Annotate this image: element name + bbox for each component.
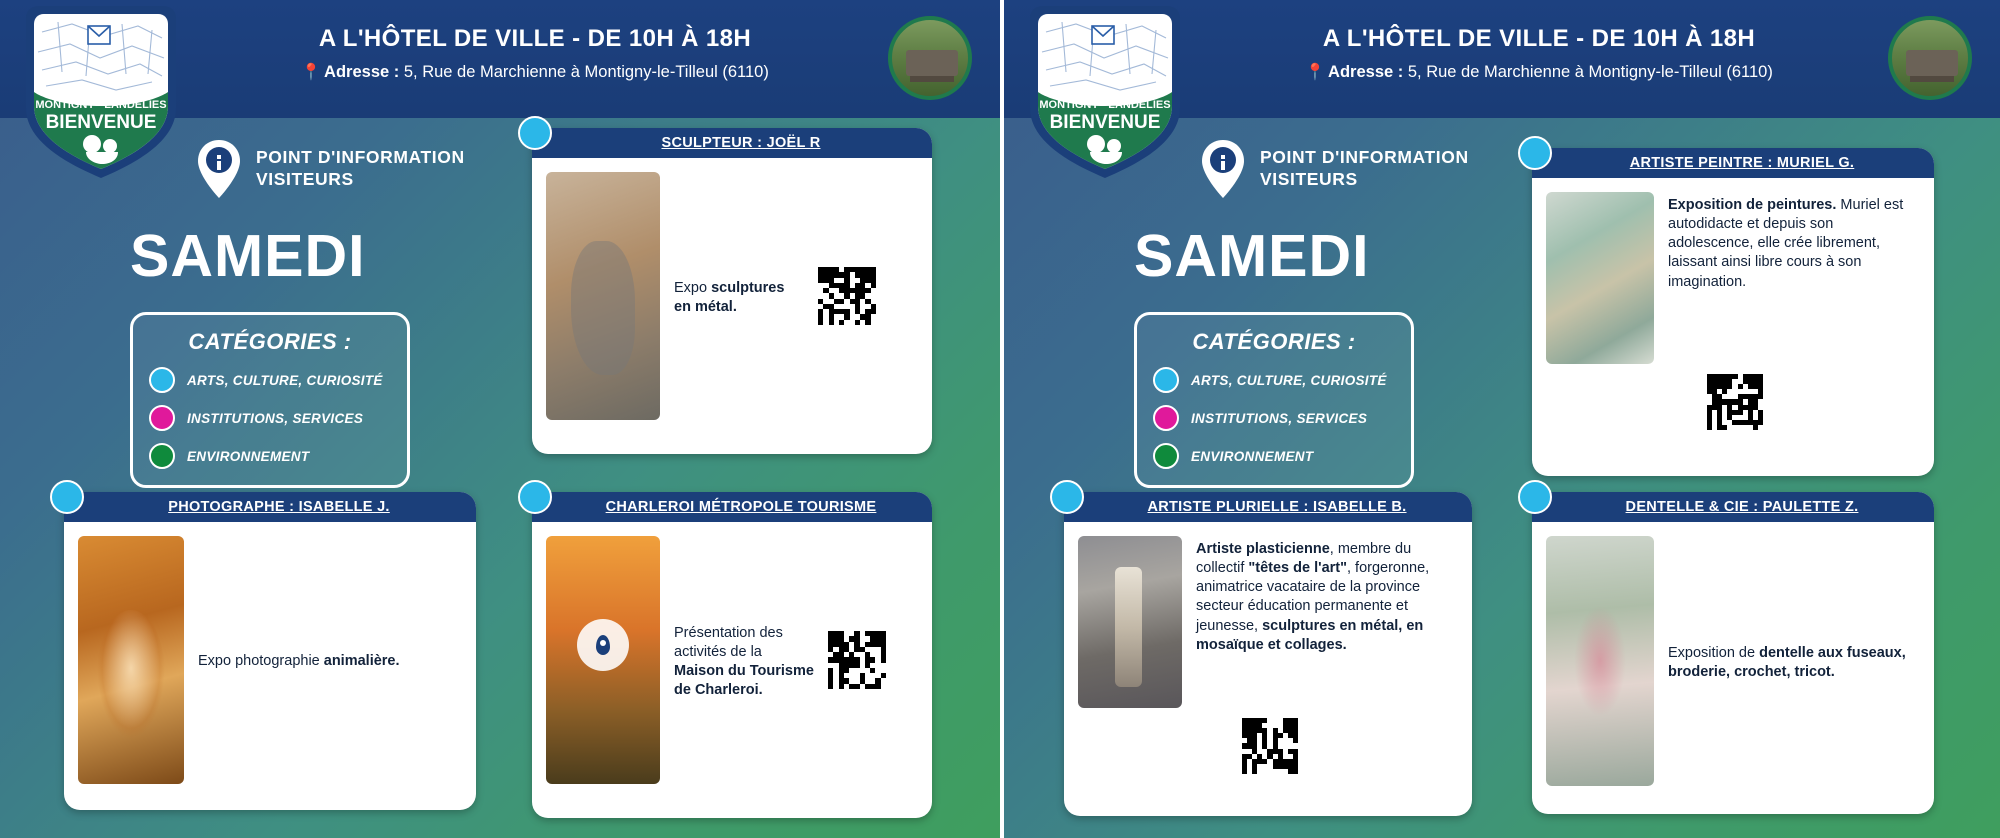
card-title: SCULPTEUR : JOËL R — [532, 128, 932, 158]
category-row-environnement — [1153, 443, 1395, 469]
info-point-line2: VISITEURS — [1260, 169, 1358, 189]
sunset-photo — [546, 536, 660, 784]
logo-montigny-landelies-left — [12, 2, 190, 186]
painting-photo — [1546, 192, 1654, 364]
tourism-badge-icon — [577, 619, 629, 671]
category-row-arts — [1153, 367, 1395, 393]
card-title: PHOTOGRAPHE : ISABELLE J. — [64, 492, 476, 522]
card-artiste-peintre[interactable] — [1532, 148, 1934, 476]
header-address — [200, 62, 870, 82]
header-photo-circle-right — [1888, 16, 1972, 100]
card-bullet-icon — [1518, 136, 1552, 170]
card-photographe[interactable] — [64, 492, 476, 810]
category-label-arts: ARTS, CULTURE, CURIOSITÉ — [187, 372, 383, 388]
address-label: Adresse : — [324, 63, 400, 82]
info-point-label — [256, 147, 486, 191]
category-label-environnement: ENVIRONNEMENT — [187, 448, 310, 464]
category-label-arts: ARTS, CULTURE, CURIOSITÉ — [1191, 372, 1387, 388]
info-point-right — [1200, 138, 1490, 200]
categories-title: CATÉGORIES : — [1192, 329, 1356, 354]
header-address — [1204, 62, 1874, 82]
card-text-plain: Exposition de — [1668, 644, 1760, 661]
address-label: Adresse : — [1328, 63, 1404, 82]
info-point-line1: POINT D'INFORMATION — [1260, 147, 1469, 168]
qr-code[interactable] — [818, 267, 876, 325]
header-title: A L'HÔTEL DE VILLE - DE 10H À 18H — [318, 25, 752, 52]
card-text-plain: Expo photographie — [198, 653, 324, 670]
card-text-bold: Maison du Tourisme de Charleroi. — [674, 663, 814, 699]
category-label-environnement: ENVIRONNEMENT — [1191, 448, 1314, 464]
plastic-art-photo — [1078, 536, 1182, 708]
category-label-institutions: INSTITUTIONS, SERVICES — [187, 410, 364, 426]
card-text-bold: sculptures en métal. — [674, 279, 785, 315]
card-body — [532, 158, 932, 434]
info-marker-icon — [1200, 138, 1246, 200]
day-title-left: SAMEDI — [130, 223, 366, 289]
card-body — [1064, 522, 1472, 788]
info-point-line1: POINT D'INFORMATION — [256, 147, 465, 168]
card-dentelle[interactable] — [1532, 492, 1934, 814]
header-photo-circle-left — [888, 16, 972, 100]
category-row-institutions — [149, 405, 391, 431]
categories-box-left — [130, 312, 410, 488]
card-text — [1196, 536, 1458, 708]
card-rich-text: Artiste plasticienne, membre du collectif "têtes de l'art", forgeronne, animatrice vacataire de la province secteur éducation permanente et jeunesse, sculptures en métal, en mosaïque et collages. — [1196, 541, 1430, 653]
logo-top-text: MONTIGNY - LANDELIES — [35, 99, 167, 111]
info-point-label — [1260, 147, 1490, 191]
card-body — [1532, 178, 1934, 444]
day-title-right: SAMEDI — [1134, 223, 1370, 289]
category-dot-institutions — [149, 405, 175, 431]
card-body — [1532, 522, 1934, 800]
category-dot-institutions — [1153, 405, 1179, 431]
card-text-plain: Présentation des activités de la — [674, 624, 783, 660]
header-text-left — [200, 26, 870, 82]
info-marker-icon — [196, 138, 242, 200]
card-bullet-icon — [518, 116, 552, 150]
card-text-plain: Expo — [674, 279, 712, 296]
category-label-institutions: INSTITUTIONS, SERVICES — [1191, 410, 1368, 426]
header-text-right — [1204, 26, 1874, 82]
card-bullet-icon — [50, 480, 84, 514]
qr-code[interactable] — [1707, 374, 1763, 430]
card-title: CHARLEROI MÉTROPOLE TOURISME — [532, 492, 932, 522]
info-point-left — [196, 138, 486, 200]
card-sculpteur[interactable] — [532, 128, 932, 454]
card-text — [674, 275, 804, 317]
card-text-bold: dentelle aux fuseaux, broderie, crochet, tricot. — [1668, 644, 1906, 680]
category-dot-arts — [149, 367, 175, 393]
category-dot-environnement — [1153, 443, 1179, 469]
category-row-institutions — [1153, 405, 1395, 431]
qr-code[interactable] — [1242, 718, 1298, 774]
card-text — [674, 620, 814, 701]
card-body — [64, 522, 476, 798]
sculpture-photo — [546, 172, 660, 420]
qr-code[interactable] — [828, 631, 886, 689]
lace-photo — [1546, 536, 1654, 786]
card-artiste-plurielle[interactable] — [1064, 492, 1472, 816]
card-bullet-icon — [1518, 480, 1552, 514]
categories-box-right — [1134, 312, 1414, 488]
card-text-plain: Muriel est autodidacte et depuis son adolescence, elle crée librement, laissant ainsi libre cours à son imagination. — [1668, 197, 1904, 290]
panel-right — [1000, 0, 2000, 838]
tiger-photo — [78, 536, 184, 784]
category-row-arts — [149, 367, 391, 393]
card-text — [1668, 640, 1920, 682]
category-row-environnement — [149, 443, 391, 469]
logo-top-text: MONTIGNY - LANDELIES — [1039, 99, 1171, 111]
card-title: DENTELLE & CIE : PAULETTE Z. — [1532, 492, 1934, 522]
card-charleroi-metropole[interactable] — [532, 492, 932, 818]
card-body — [532, 522, 932, 798]
info-point-line2: VISITEURS — [256, 169, 354, 189]
card-bullet-icon — [518, 480, 552, 514]
card-bullet-icon — [1050, 480, 1084, 514]
card-text-bold: animalière. — [323, 653, 400, 670]
category-dot-arts — [1153, 367, 1179, 393]
category-dot-environnement — [149, 443, 175, 469]
card-title: ARTISTE PLURIELLE : ISABELLE B. — [1064, 492, 1472, 522]
header-title: A L'HÔTEL DE VILLE - DE 10H À 18H — [1322, 25, 1756, 52]
card-text — [198, 648, 462, 671]
address-value: 5, Rue de Marchienne à Montigny-le-Tilleul (6110) — [1407, 63, 1773, 82]
card-text-bold-lead: Exposition de peintures. — [1668, 197, 1837, 213]
map-pin-icon: 📍 — [301, 64, 322, 82]
address-value: 5, Rue de Marchienne à Montigny-le-Tilleul (6110) — [403, 63, 769, 82]
categories-title: CATÉGORIES : — [188, 329, 352, 354]
card-text — [1668, 192, 1920, 364]
map-pin-icon: 📍 — [1305, 64, 1326, 82]
logo-main-text: BIENVENUE — [45, 112, 157, 133]
card-title: ARTISTE PEINTRE : MURIEL G. — [1532, 148, 1934, 178]
logo-montigny-landelies-right — [1016, 2, 1194, 186]
logo-main-text: BIENVENUE — [1049, 112, 1161, 133]
